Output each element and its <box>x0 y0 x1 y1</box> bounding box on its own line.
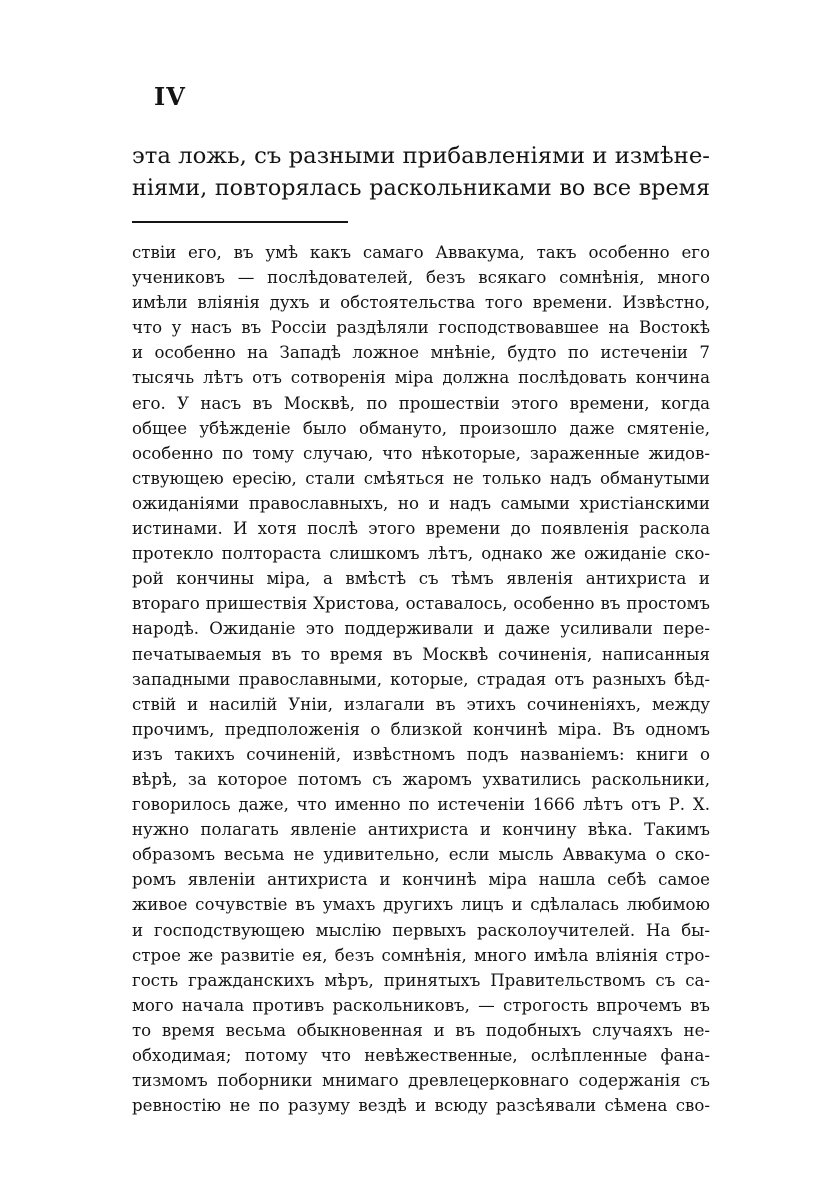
footnote-line: тысячь лѣтъ отъ сотворенія міра должна послѣдовать кончина <box>132 368 710 388</box>
footnote-line: и господствующею мыслію первыхъ расколоучителей. На бы- <box>132 920 710 940</box>
footnote-line: его. У насъ въ Москвѣ, по прошествіи этого времени, когда <box>132 393 710 413</box>
footnote-line: говорилось даже, что именно по истеченіи 1666 лѣтъ отъ Р. Х. <box>132 795 710 815</box>
main-text-line: ніями, повторялась раскольниками во все время <box>132 175 710 201</box>
footnote-line: прочимъ, предположенія о близкой кончинѣ міра. Въ одномъ <box>132 719 710 739</box>
footnote-line: то время весьма обыкновенная и въ подобныхъ случаяхъ не- <box>132 1020 710 1040</box>
footnote-line: мого начала противъ раскольниковъ, — строгость впрочемъ въ <box>132 995 710 1015</box>
page-number: IV <box>154 82 186 111</box>
footnote-line: ствующею ересію, стали смѣяться не только надъ обманутыми <box>132 468 710 488</box>
footnote-line: ствій и насилій Уніи, излагали въ этихъ сочиненіяхъ, между <box>132 694 710 714</box>
footnote-line: общее убѣжденіе было обмануто, произошло даже смятеніе, <box>132 418 710 438</box>
main-text-line: эта ложь, съ разными прибавленіями и измѣне- <box>132 143 710 169</box>
footnote-line: учениковъ — послѣдователей, безъ всякаго сомнѣнія, много <box>132 268 710 288</box>
footnote-separator <box>132 221 348 223</box>
footnote-line: гость гражданскихъ мѣръ, принятыхъ Правительствомъ съ са- <box>132 970 710 990</box>
footnote-line: имѣли вліянія духъ и обстоятельства того времени. Извѣстно, <box>132 293 710 313</box>
footnote-line: и особенно на Западѣ ложное мнѣніе, будто по истеченіи 7 <box>132 343 710 363</box>
footnote-line: втораго пришествія Христова, оставалось, особенно въ простомъ <box>132 594 710 614</box>
footnote-text <box>132 240 710 1118</box>
footnote-line: народѣ. Ожиданіе это поддерживали и даже усиливали пере- <box>132 619 710 639</box>
footnote-line: образомъ весьма не удивительно, если мысль Аввакума о ско- <box>132 845 710 865</box>
footnote-line: изъ такихъ сочиненій, извѣстномъ подъ названіемъ: книги о <box>132 744 710 764</box>
footnote-line: особенно по тому случаю, что нѣкоторые, зараженные жидов- <box>132 443 710 463</box>
footnote-line: западными православными, которые, страдая отъ разныхъ бѣд- <box>132 669 710 689</box>
footnote-line: печатываемыя въ то время въ Москвѣ сочиненія, написанныя <box>132 644 710 664</box>
footnote-line: рой кончины міра, а вмѣстѣ съ тѣмъ явленія антихриста и <box>132 569 710 589</box>
footnote-line: нужно полагать явленіе антихриста и кончину вѣка. Такимъ <box>132 820 710 840</box>
footnote-line: живое сочувствіе въ умахъ другихъ лицъ и сдѣлалась любимою <box>132 895 710 915</box>
footnote-line: тизмомъ поборники мнимаго древлецерковнаго содержанія съ <box>132 1071 710 1091</box>
footnote-line: ревностію не по разуму вездѣ и всюду разсѣявали сѣмена сво- <box>132 1096 710 1116</box>
footnote-line: истинами. И хотя послѣ этого времени до появленія раскола <box>132 519 710 539</box>
footnote-line: ромъ явленіи антихриста и кончинѣ міра нашла себѣ самое <box>132 870 710 890</box>
footnote-line: протекло полтораста слишкомъ лѣтъ, однако же ожиданіе ско- <box>132 544 710 564</box>
footnote-line: ожиданіями православныхъ, но и надъ самыми христіанскими <box>132 493 710 513</box>
main-text <box>132 140 710 204</box>
footnote-line: строе же развитіе ея, безъ сомнѣнія, много имѣла вліянія стро- <box>132 945 710 965</box>
footnote-line: что у насъ въ Россіи раздѣляли господствовавшее на Востокѣ <box>132 318 710 338</box>
footnote-line: вѣрѣ, за которое потомъ съ жаромъ ухватились раскольники, <box>132 769 710 789</box>
footnote-line: ствіи его, въ умѣ какъ самаго Аввакума, такъ особенно его <box>132 243 710 262</box>
footnote-line: обходимая; потому что невѣжественные, ослѣпленные фана- <box>132 1046 710 1065</box>
